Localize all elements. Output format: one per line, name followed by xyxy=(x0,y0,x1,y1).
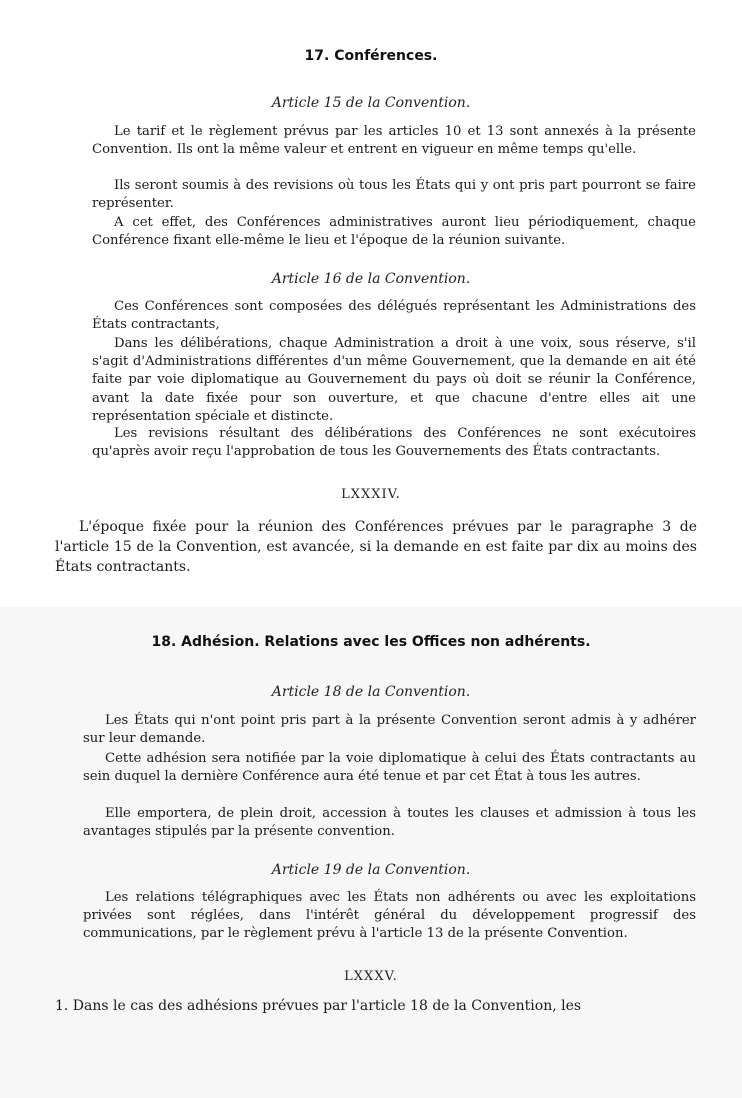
article-19-heading: Article 19 de la Convention. xyxy=(271,862,471,878)
rule-lxxxv-text: 1. Dans le cas des adhésions prévues par l'article 18 de la Convention, les xyxy=(55,998,582,1014)
article-16-heading: Article 16 de la Convention. xyxy=(271,271,471,287)
article-15-paragraph-3: A cet effet, des Conférences administratives auront lieu périodiquement, chaque Conférence fixant elle-même le lieu et l'époque de la réunion suivante. xyxy=(92,215,696,249)
article-16-paragraph-1: Ces Conférences sont composées des délégués représentant les Administrations des États contractants, xyxy=(92,299,696,333)
article-15-paragraph-2: Ils seront soumis à des revisions où tous les États qui y ont pris part pourront se faire représenter. xyxy=(92,178,696,212)
article-18-heading: Article 18 de la Convention. xyxy=(271,684,471,700)
rule-lxxxv-heading: LXXXV. xyxy=(344,969,398,984)
section-18-title: 18. Adhésion. Relations avec les Offices non adhérents. xyxy=(151,634,591,650)
article-18-paragraph-1: Les États qui n'ont point pris part à la présente Convention seront admis à y adhérer sur leur demande. xyxy=(83,713,696,747)
rule-lxxxiv-heading: LXXXIV. xyxy=(341,487,401,502)
article-19-paragraph-1: Les relations télégraphiques avec les États non adhérents ou avec les exploitations privées sont réglées, dans l'intérêt général du développement progressif des communications, par le règlement prévu à l'article 13 de la présente Convention. xyxy=(83,890,696,942)
article-15-paragraph-1: Le tarif et le règlement prévus par les articles 10 et 13 sont annexés à la présente Convention. Ils ont la même valeur et entrent en vigueur en même temps qu'elle. xyxy=(92,124,696,158)
article-16-paragraph-2: Dans les délibérations, chaque Administration a droit à une voix, sous réserve, s'il s'agit d'Administrations différentes d'un même Gouvernement, que la demande en ait été faite par voie diplomatique au Gouvernement du pays où doit se réunir la Conférence, avant la date fixée pour son ouverture, et que chacune d'entre elles ait une représentation spéciale et distincte. xyxy=(92,336,696,424)
section-17-title: 17. Conférences. xyxy=(304,48,438,64)
article-16-paragraph-3: Les revisions résultant des délibérations des Conférences ne sont exécutoires qu'après avoir reçu l'approbation de tous les Gouvernements des États contractants. xyxy=(92,426,696,460)
article-15-heading: Article 15 de la Convention. xyxy=(271,95,471,111)
article-18-paragraph-2: Cette adhésion sera notifiée par la voie diplomatique à celui des États contractants au sein duquel la dernière Conférence aura été tenue et par cet État à tous les autres. xyxy=(83,751,696,785)
lower-scan-region xyxy=(0,606,742,1098)
rule-lxxxiv-text: L'époque fixée pour la réunion des Conférences prévues par le paragraphe 3 de l'article 15 de la Convention, est avancée, si la demande en est faite par dix au moins des États contractants. xyxy=(55,519,697,575)
article-18-paragraph-3: Elle emportera, de plein droit, accession à toutes les clauses et admission à tous les avantages stipulés par la présente convention. xyxy=(83,806,696,840)
